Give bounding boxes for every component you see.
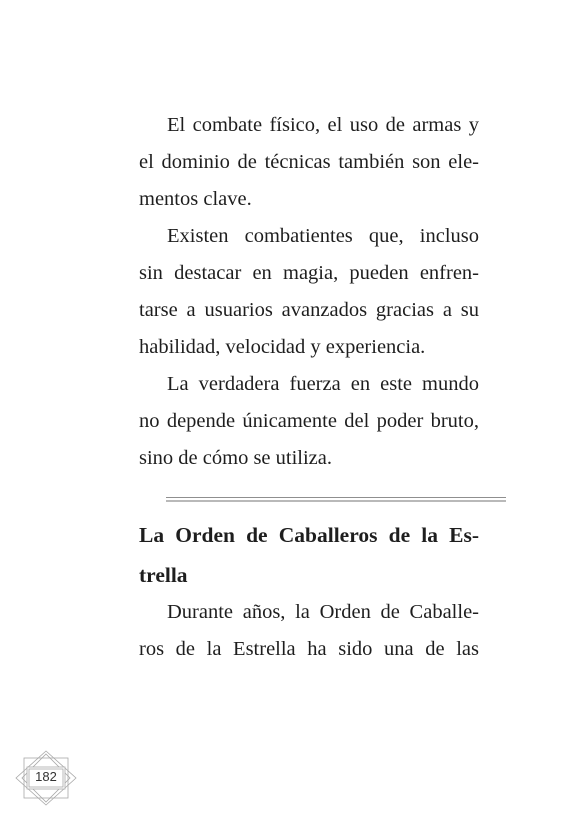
section-heading: trella (139, 563, 188, 587)
paragraph-line: Durante años, la Orden de Caballe- (167, 601, 479, 623)
paragraph-line: mentos clave. (139, 188, 252, 210)
section-heading: La Orden de Caballeros de la Es- (139, 523, 479, 547)
page-number: 182 (35, 769, 57, 784)
paragraph-line: Existen combatientes que, incluso (167, 225, 479, 247)
paragraph-line: El combate físico, el uso de armas y (167, 114, 479, 136)
paragraph-line: sino de cómo se utiliza. (139, 447, 332, 469)
paragraph-line: La verdadera fuerza en este mundo (167, 373, 479, 395)
paragraph-line: sin destacar en magia, pueden enfren- (139, 262, 479, 284)
paragraph-line: no depende únicamente del poder bruto, (139, 410, 479, 432)
paragraph-line: el dominio de técnicas también son ele- (139, 151, 479, 173)
paragraph-line: tarse a usuarios avanzados gracias a su (139, 299, 479, 321)
paragraph-line: ros de la Estrella ha sido una de las (139, 638, 479, 660)
section-divider (166, 497, 506, 502)
paragraph-line: habilidad, velocidad y experiencia. (139, 336, 426, 358)
